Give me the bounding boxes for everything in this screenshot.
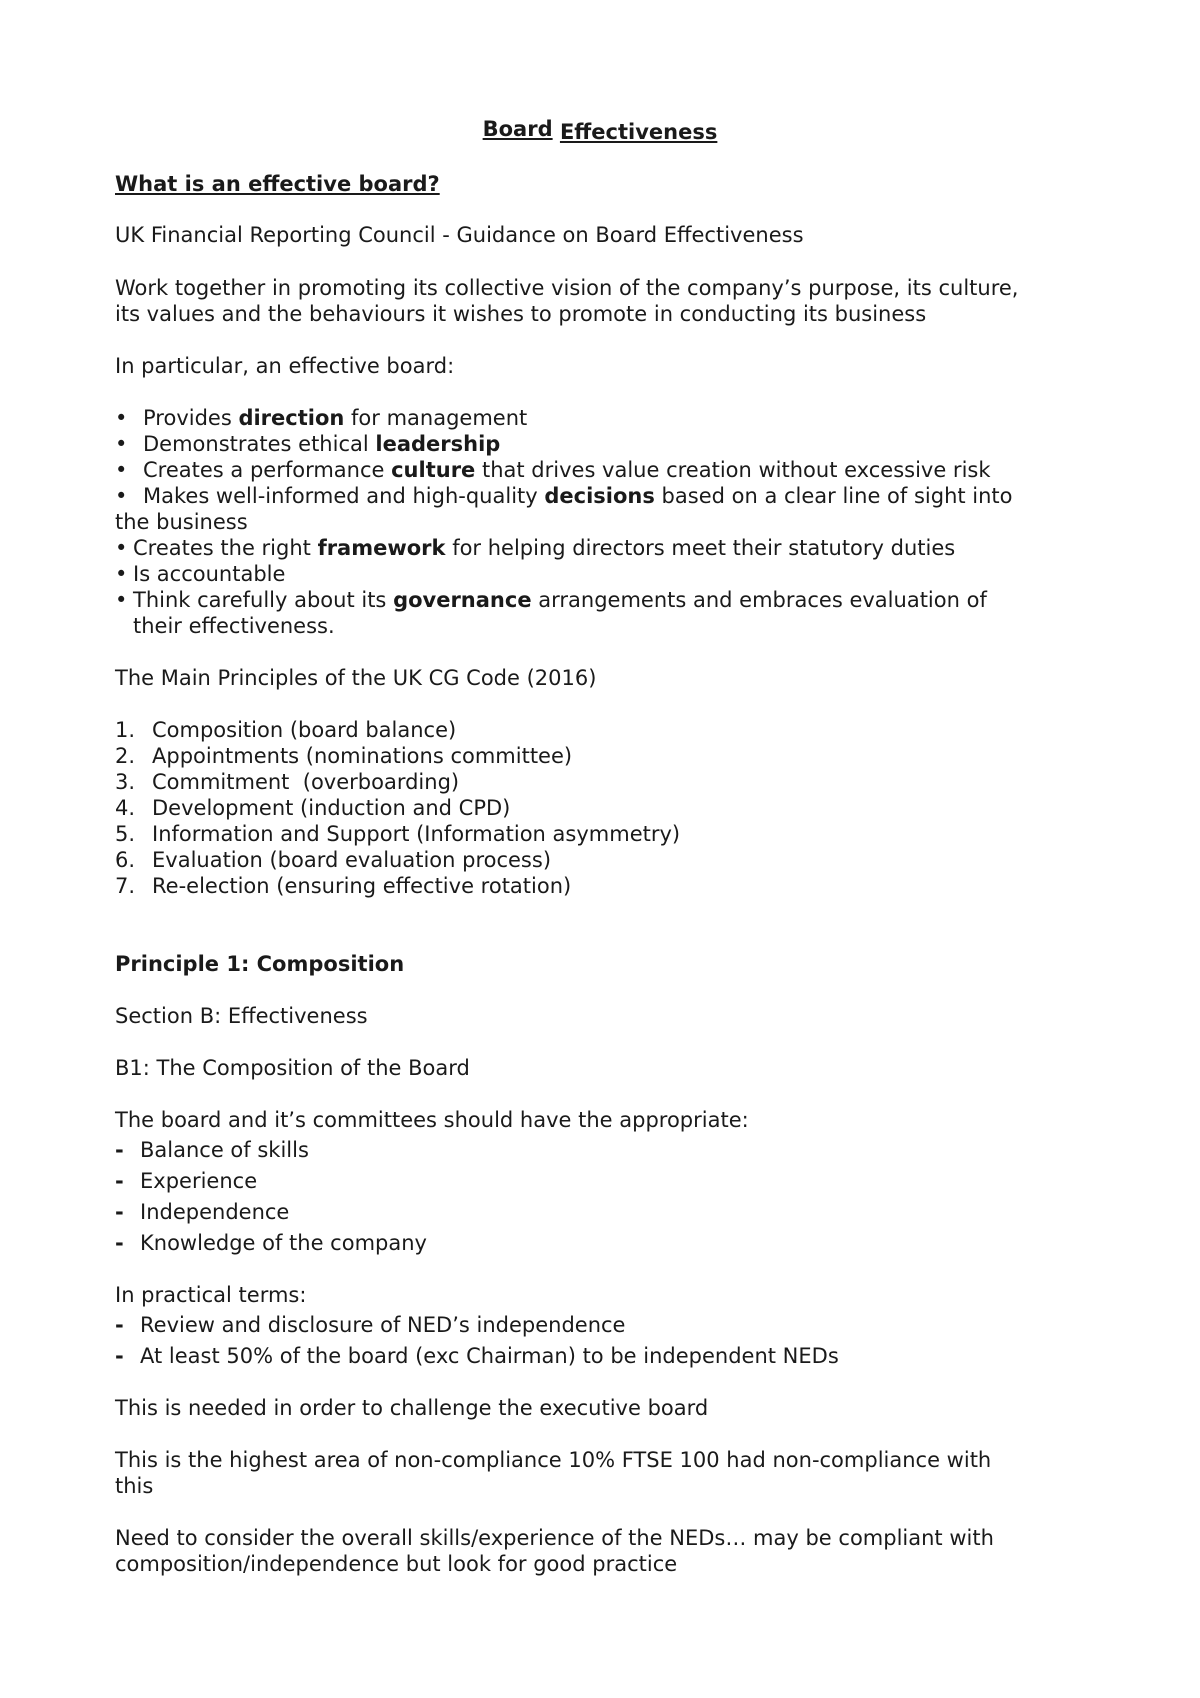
list-item: [115, 483, 1013, 509]
bullet-text: Provides: [143, 406, 239, 430]
bullet-bold: framework: [317, 536, 446, 560]
consider-line-2: composition/independence but look for good practice: [115, 1552, 678, 1576]
bullet-bold: leadership: [375, 432, 501, 456]
bullet-bold: direction: [238, 406, 345, 430]
list-item: [115, 795, 510, 821]
practical-intro: In practical terms:: [115, 1283, 307, 1307]
list-text: Re-election (ensuring effective rotation): [152, 874, 572, 898]
intro-line-1: Work together in promoting its collective vision of the company’s purpose, its culture,: [115, 276, 1019, 300]
list-item: [115, 821, 680, 847]
list-item: [115, 1312, 625, 1338]
dash-marker: -: [115, 1313, 124, 1337]
appropriate-intro: The board and it’s committees should have the appropriate:: [115, 1108, 749, 1132]
list-text: Development (induction and CPD): [152, 796, 511, 820]
b1-line: B1: The Composition of the Board: [115, 1056, 470, 1080]
bullet-text: arrangements and embraces evaluation of: [531, 588, 987, 612]
dash-marker: -: [115, 1231, 124, 1255]
list-item: [115, 769, 459, 795]
list-item: [115, 1168, 257, 1194]
bullet-text: Is accountable: [133, 562, 286, 586]
list-number: 5.: [115, 822, 136, 846]
list-item: [115, 1343, 839, 1369]
bullet-marker: •: [115, 536, 128, 560]
list-item: [115, 587, 987, 613]
list-item: [115, 1199, 289, 1225]
list-item: [115, 847, 551, 873]
list-item-continuation: their effectiveness.: [133, 614, 335, 638]
bullet-text: Makes well-informed and high-quality: [143, 484, 545, 508]
list-number: 1.: [115, 718, 136, 742]
section-b-line: Section B: Effectiveness: [115, 1004, 368, 1028]
bullet-text: based on a clear line of sight into: [654, 484, 1013, 508]
in-particular-line: In particular, an effective board:: [115, 354, 455, 378]
list-number: 3.: [115, 770, 136, 794]
bullet-text: Think carefully about its: [133, 588, 394, 612]
list-number: 7.: [115, 874, 136, 898]
list-text: Appointments (nominations committee): [152, 744, 573, 768]
bullet-bold: governance: [393, 588, 532, 612]
list-item: [115, 743, 572, 769]
noncompliance-line-1: This is the highest area of non-compliance 10% FTSE 100 had non-compliance with: [115, 1448, 992, 1472]
bullet-marker: •: [115, 484, 128, 508]
list-text: Balance of skills: [140, 1138, 309, 1162]
list-item: [115, 1137, 309, 1163]
list-text: Knowledge of the company: [140, 1231, 427, 1255]
bullet-text: for management: [344, 406, 528, 430]
principles-heading: The Main Principles of the UK CG Code (2016): [115, 666, 597, 690]
title-part1: Board: [482, 117, 553, 141]
bullet-bold: decisions: [544, 484, 655, 508]
list-text: At least 50% of the board (exc Chairman) to be independent NEDs: [140, 1344, 839, 1368]
dash-marker: -: [115, 1138, 124, 1162]
list-text: Evaluation (board evaluation process): [152, 848, 552, 872]
dash-marker: -: [115, 1200, 124, 1224]
list-item: [115, 431, 500, 457]
principle1-heading: Principle 1: Composition: [115, 952, 405, 976]
bullet-marker: •: [115, 458, 128, 482]
bullet-marker: •: [115, 588, 128, 612]
consider-line-1: Need to consider the overall skills/experience of the NEDs… may be compliant with: [115, 1526, 994, 1550]
list-text: Commitment (overboarding): [152, 770, 460, 794]
bullet-marker: •: [115, 562, 128, 586]
intro-line-2: its values and the behaviours it wishes to promote in conducting its business: [115, 302, 927, 326]
list-item: [115, 405, 527, 431]
source-line: UK Financial Reporting Council - Guidance on Board Effectiveness: [115, 223, 804, 247]
list-item: [115, 1230, 427, 1256]
bullet-text: Creates the right: [133, 536, 318, 560]
bullet-bold: culture: [391, 458, 476, 482]
list-number: 2.: [115, 744, 136, 768]
bullet-text: that drives value creation without excessive risk: [475, 458, 991, 482]
list-item: [115, 561, 285, 587]
list-number: 6.: [115, 848, 136, 872]
list-number: 4.: [115, 796, 136, 820]
list-text: Information and Support (Information asymmetry): [152, 822, 681, 846]
list-text: Review and disclosure of NED’s independence: [140, 1313, 626, 1337]
heading-effective-board: What is an effective board?: [115, 172, 440, 196]
list-item: [115, 535, 955, 561]
list-text: Independence: [140, 1200, 290, 1224]
list-text: Composition (board balance): [152, 718, 457, 742]
bullet-text: Creates a performance: [143, 458, 392, 482]
bullet-text: for helping directors meet their statutory duties: [445, 536, 956, 560]
list-item: [115, 457, 991, 483]
bullet-marker: •: [115, 406, 128, 430]
list-item: [115, 873, 571, 899]
list-item: [115, 717, 456, 743]
list-item-continuation: the business: [115, 510, 248, 534]
bullet-text: Demonstrates ethical: [143, 432, 376, 456]
dash-marker: -: [115, 1344, 124, 1368]
dash-marker: -: [115, 1169, 124, 1193]
list-text: Experience: [140, 1169, 258, 1193]
document-title: [0, 116, 1200, 142]
title-part2: Effectiveness: [559, 120, 718, 144]
challenge-line: This is needed in order to challenge the executive board: [115, 1396, 709, 1420]
noncompliance-line-2: this: [115, 1474, 154, 1498]
bullet-marker: •: [115, 432, 128, 456]
